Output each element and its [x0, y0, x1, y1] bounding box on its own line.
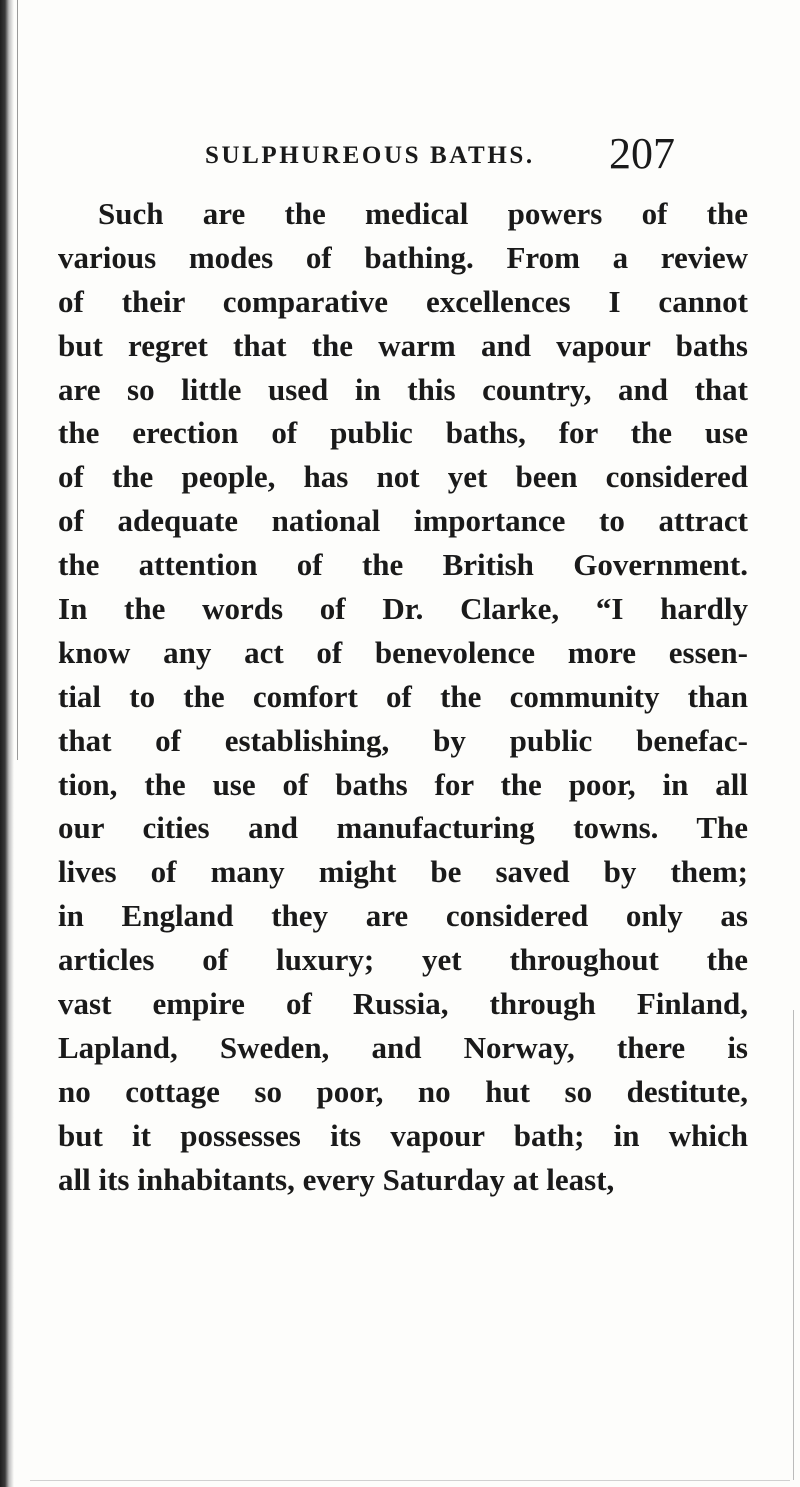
gutter-edge-line — [17, 0, 18, 760]
text-line: tial to the comfort of the community than — [58, 678, 748, 714]
text-line: the erection of public baths, for the use — [58, 415, 748, 451]
text-line: articles of luxury; yet throughout the — [58, 942, 748, 978]
text-line: Lapland, Sweden, and Norway, there is — [58, 1029, 748, 1065]
text-line: lives of many might be saved by them; — [58, 854, 748, 890]
text-line: but it possesses its vapour bath; in which — [58, 1117, 748, 1153]
text-line: of adequate national importance to attract — [58, 503, 748, 539]
text-line: of their comparative excellences I cannot — [58, 283, 748, 319]
text-line: various modes of bathing. From a review — [58, 239, 748, 275]
page-right-edge — [793, 1010, 794, 1480]
page-gutter-shadow — [0, 0, 14, 1487]
text-line: all its inhabitants, every Saturday at least, — [58, 1161, 615, 1197]
text-line: Such are the medical powers of the — [98, 196, 748, 231]
text-line: that of establishing, by public benefac- — [58, 722, 748, 758]
text-line: the attention of the British Government. — [58, 547, 748, 583]
body-paragraph — [58, 192, 748, 1201]
text-line: tion, the use of baths for the poor, in all — [58, 766, 748, 802]
running-head: SULPHUREOUS BATHS. — [205, 142, 535, 169]
text-line: of the people, has not yet been considered — [58, 459, 748, 495]
page-header — [205, 128, 675, 178]
text-line: are so little used in this country, and that — [58, 371, 748, 407]
text-line: vast empire of Russia, through Finland, — [58, 986, 748, 1022]
text-line: no cottage so poor, no hut so destitute, — [58, 1073, 748, 1109]
text-line: but regret that the warm and vapour baths — [58, 327, 748, 363]
text-line: our cities and manufacturing towns. The — [58, 810, 748, 846]
text-line: in England they are considered only as — [58, 898, 748, 934]
text-line: In the words of Dr. Clarke, “I hardly — [58, 591, 748, 627]
page-number: 207 — [609, 129, 675, 178]
text-line: know any act of benevolence more essen- — [58, 634, 748, 670]
page-bottom-edge — [30, 1480, 790, 1481]
